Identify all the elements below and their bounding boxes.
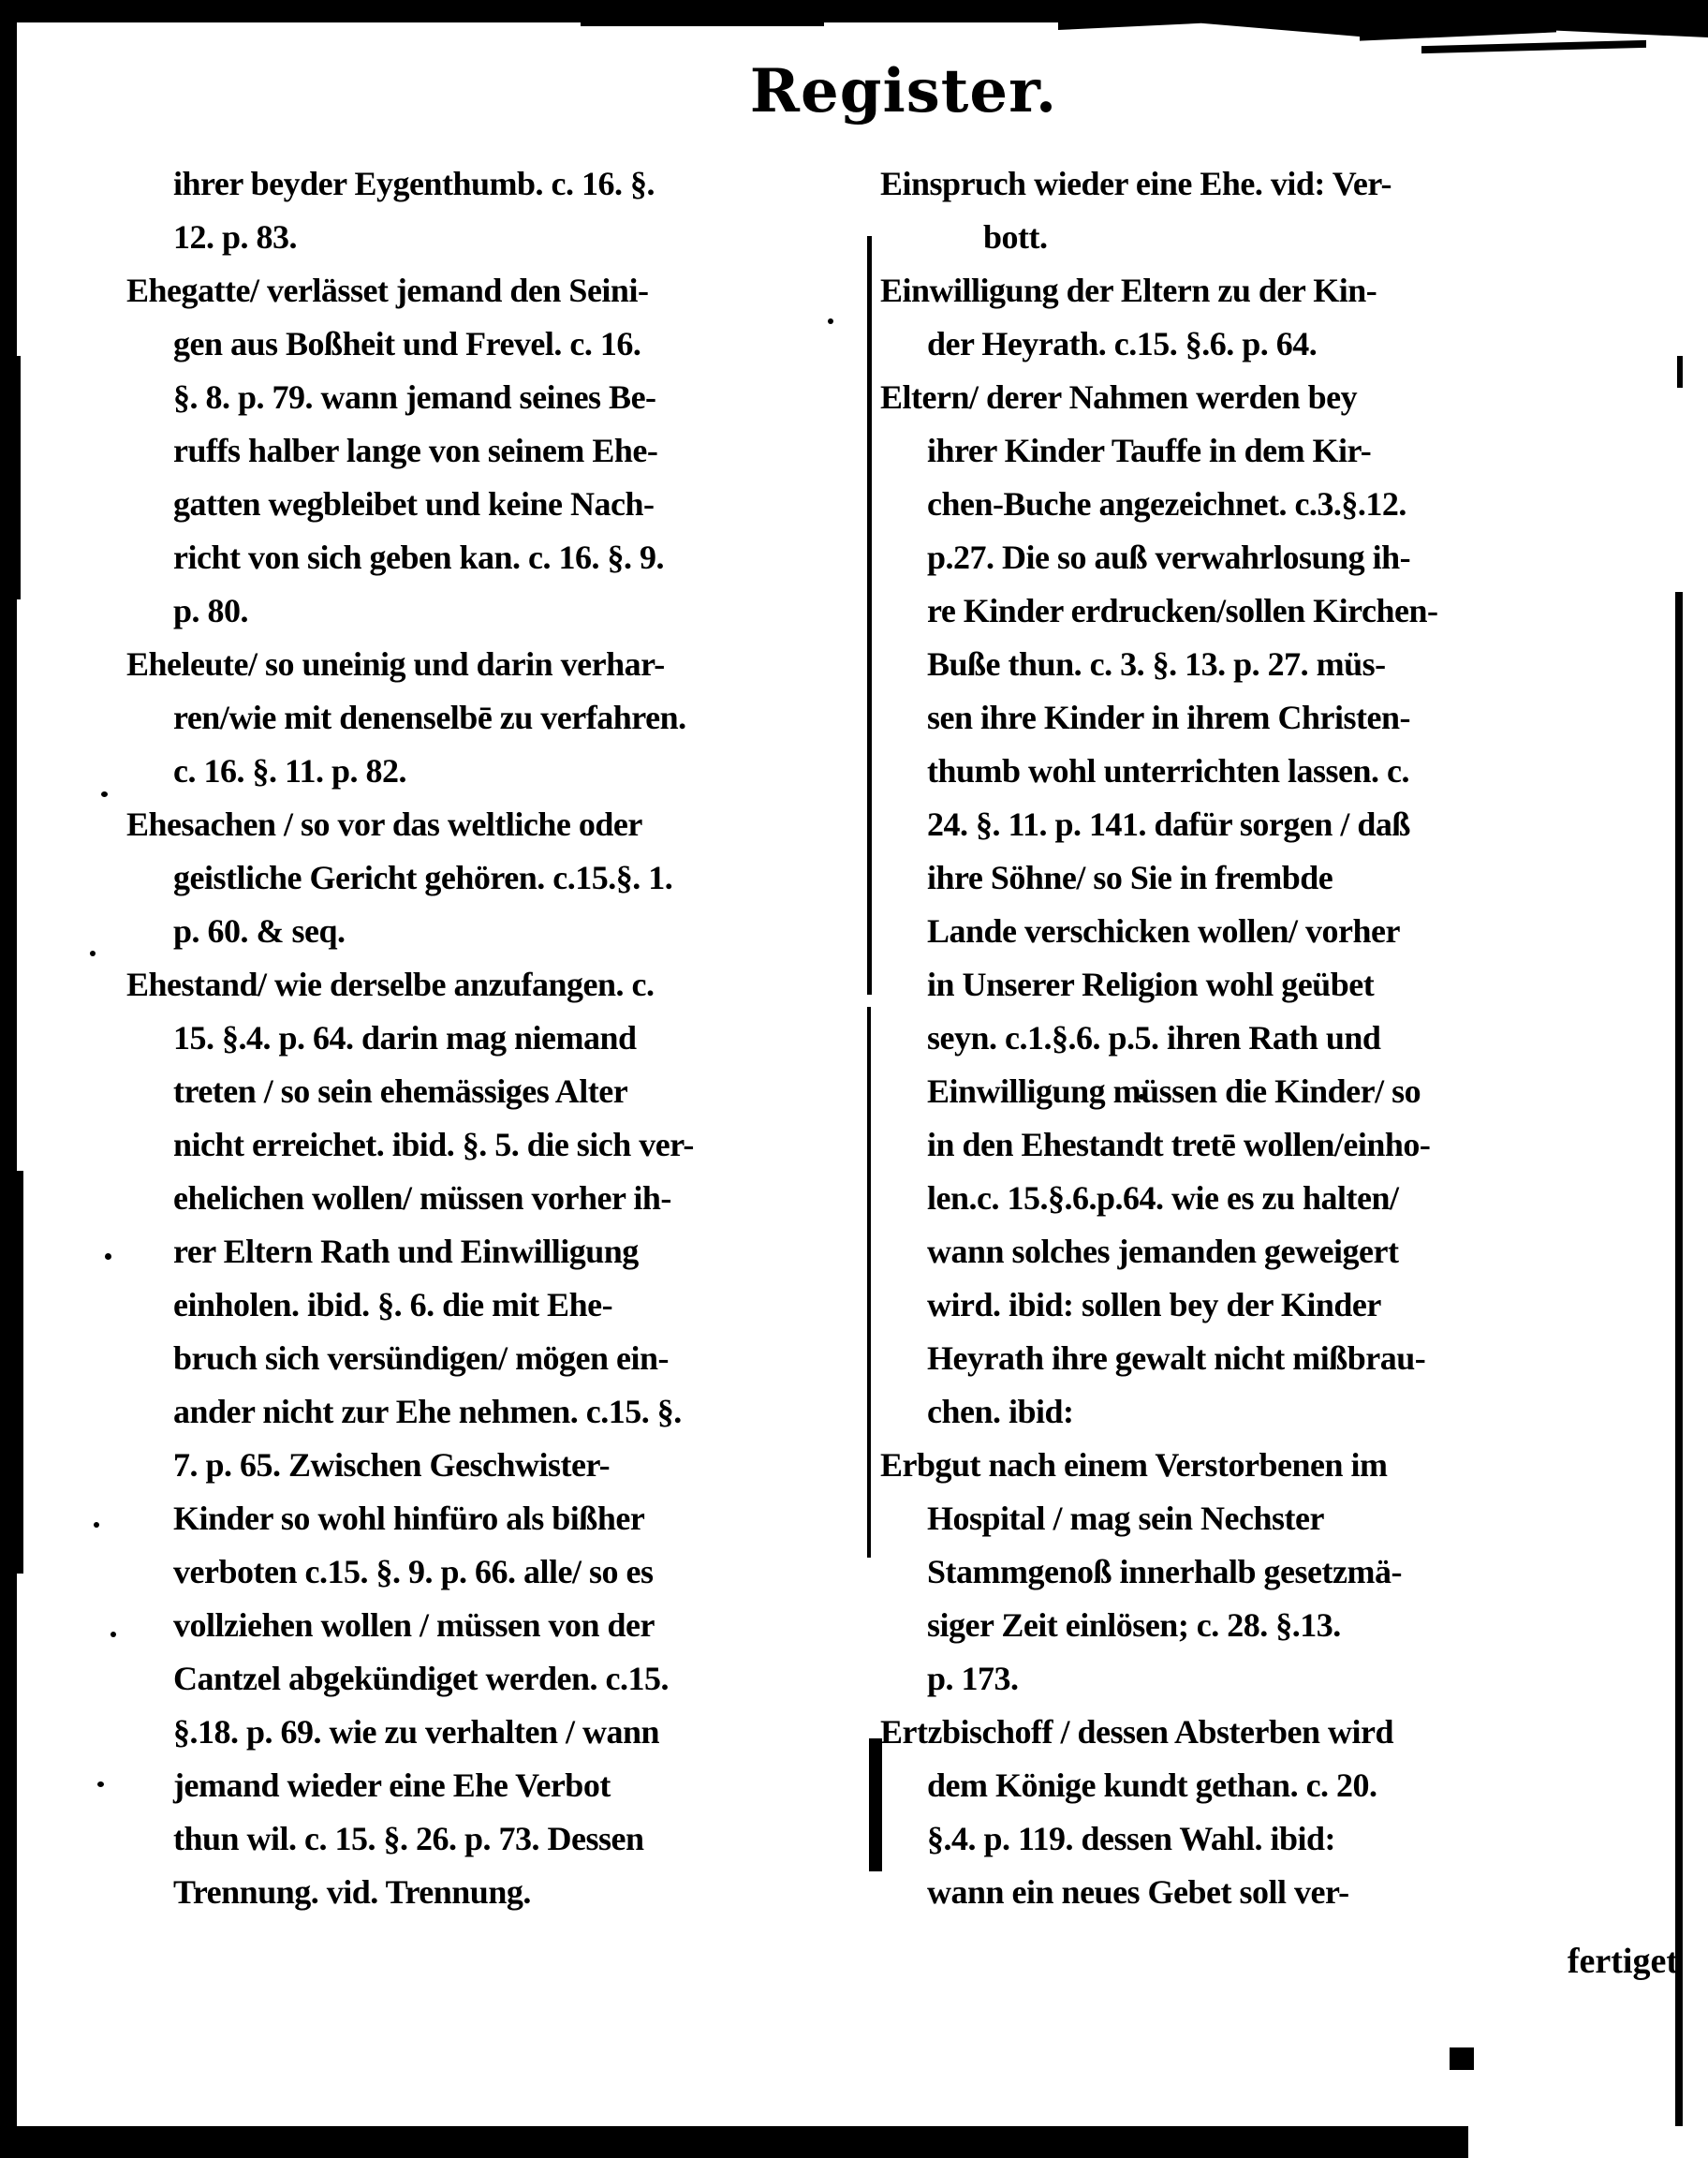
index-entry-line: Lande verschicken wollen/ vorher bbox=[927, 912, 1400, 950]
index-entry-line: gen aus Boßheit und Frevel. c. 16. bbox=[173, 325, 641, 362]
index-entry-line: in den Ehestandt tretē wollen/einho- bbox=[927, 1126, 1431, 1163]
page-title: Register. bbox=[749, 56, 1058, 126]
ink-speck bbox=[90, 951, 96, 956]
scan-edge-left-wide bbox=[0, 1171, 23, 1574]
scan-edge-bottom bbox=[0, 2126, 1468, 2158]
column-divider-rule bbox=[867, 1007, 871, 1558]
index-entry-line: Einspruch wieder eine Ehe. vid: Ver- bbox=[880, 165, 1392, 202]
index-entry-line: vollziehen wollen / müssen von der bbox=[173, 1606, 655, 1644]
index-entry-line: ruffs halber lange von seinem Ehe- bbox=[173, 432, 658, 469]
index-entry-line: dem Könige kundt gethan. c. 20. bbox=[927, 1766, 1377, 1804]
index-entry-line: Eltern/ derer Nahmen werden bey bbox=[880, 378, 1358, 416]
index-entry-line: in Unserer Religion wohl geübet bbox=[927, 966, 1375, 1003]
index-entry-line: Ehesachen / so vor das weltliche oder bbox=[126, 806, 642, 843]
index-entry-line: §.18. p. 69. wie zu verhalten / wann bbox=[173, 1713, 660, 1751]
column-divider-rule bbox=[867, 236, 872, 995]
index-entry-line: thun wil. c. 15. §. 26. p. 73. Dessen bbox=[173, 1820, 644, 1857]
scan-squiggle-mark bbox=[1421, 40, 1646, 53]
index-entry-line: Buße thun. c. 3. §. 13. p. 27. müs- bbox=[927, 645, 1386, 683]
index-entry-line: wann ein neues Gebet soll ver- bbox=[927, 1873, 1349, 1911]
catchword: fertiget bbox=[1567, 1942, 1678, 1981]
index-entry-line: ander nicht zur Ehe nehmen. c.15. §. bbox=[173, 1393, 682, 1430]
index-entry-line: Kinder so wohl hinfüro als bißher bbox=[173, 1500, 645, 1537]
index-entry-line: sen ihre Kinder in ihrem Christen- bbox=[927, 699, 1411, 736]
index-entry-line: p. 173. bbox=[927, 1660, 1019, 1697]
index-entry-line: len.c. 15.§.6.p.64. wie es zu halten/ bbox=[927, 1179, 1399, 1217]
index-entry-line: rer Eltern Rath und Einwilligung bbox=[173, 1233, 639, 1270]
index-entry-line: bott. bbox=[983, 218, 1048, 256]
ink-speck bbox=[110, 1632, 116, 1637]
index-entry-line: treten / so sein ehemässiges Alter bbox=[173, 1072, 628, 1110]
index-entry-line: der Heyrath. c.15. §.6. p. 64. bbox=[927, 325, 1318, 362]
index-entry-line: geistliche Gericht gehören. c.15.§. 1. bbox=[173, 859, 673, 896]
index-entry-line: richt von sich geben kan. c. 16. §. 9. bbox=[173, 539, 665, 576]
index-entry-line: Ertzbischoff / dessen Absterben wird bbox=[880, 1713, 1393, 1751]
ink-speck bbox=[101, 791, 108, 797]
index-entry-line: jemand wieder eine Ehe Verbot bbox=[173, 1766, 611, 1804]
index-entry-line: chen-Buche angezeichnet. c.3.§.12. bbox=[927, 485, 1406, 523]
index-entry-line: ihrer Kinder Tauffe in dem Kir- bbox=[927, 432, 1372, 469]
index-entry-line: thumb wohl unterrichten lassen. c. bbox=[927, 752, 1410, 790]
index-entry-line: §. 8. p. 79. wann jemand seines Be- bbox=[173, 378, 656, 416]
index-entry-line: nicht erreichet. ibid. §. 5. die sich ver- bbox=[173, 1126, 694, 1163]
index-entry-line: wird. ibid: sollen bey der Kinder bbox=[927, 1286, 1381, 1323]
index-entry-line: bruch sich versündigen/ mögen ein- bbox=[173, 1339, 670, 1377]
index-entry-line: p.27. Die so auß verwahrlosung ih- bbox=[927, 539, 1411, 576]
index-entry-line: Heyrath ihre gewalt nicht mißbrau- bbox=[927, 1339, 1426, 1377]
ink-speck bbox=[97, 1781, 104, 1787]
index-entry-line: Einwilligung müssen die Kinder/ so bbox=[927, 1072, 1421, 1110]
index-entry-line: chen. ibid: bbox=[927, 1393, 1074, 1430]
index-entry-line: ihrer beyder Eygenthumb. c. 16. §. bbox=[173, 165, 655, 202]
scan-edge-left-wide bbox=[0, 356, 21, 599]
index-entry-line: c. 16. §. 11. p. 82. bbox=[173, 752, 407, 790]
index-entry-line: p. 80. bbox=[173, 592, 249, 629]
ink-speck bbox=[105, 1253, 111, 1260]
index-entry-line: einholen. ibid. §. 6. die mit Ehe- bbox=[173, 1286, 613, 1323]
index-entry-line: 7. p. 65. Zwischen Geschwister- bbox=[173, 1446, 611, 1484]
index-entry-line: verboten c.15. §. 9. p. 66. alle/ so es bbox=[173, 1553, 654, 1590]
index-entry-line: Einwilligung der Eltern zu der Kin- bbox=[880, 272, 1377, 309]
scan-edge-left bbox=[0, 0, 17, 2158]
index-entry-line: ehelichen wollen/ müssen vorher ih- bbox=[173, 1179, 671, 1217]
index-entry-line: Ehestand/ wie derselbe anzufangen. c. bbox=[126, 966, 655, 1003]
index-entry-line: Ehegatte/ verlässet jemand den Seini- bbox=[126, 272, 649, 309]
index-entry-line: Erbgut nach einem Verstorbenen im bbox=[880, 1446, 1388, 1484]
index-entry-line: Stammgenoß innerhalb gesetzmä- bbox=[927, 1553, 1402, 1590]
index-entry-line: 24. §. 11. p. 141. dafür sorgen / daß bbox=[927, 806, 1410, 843]
index-entry-line: ihre Söhne/ so Sie in frembde bbox=[927, 859, 1333, 896]
index-entry-line: ren/wie mit denenselbē zu verfahren. bbox=[173, 699, 686, 736]
index-column-left bbox=[126, 157, 866, 1919]
index-entry-line: gatten wegbleibet und keine Nach- bbox=[173, 485, 655, 523]
index-entry-line: re Kinder erdrucken/sollen Kirchen- bbox=[927, 592, 1438, 629]
index-entry-line: wann solches jemanden geweigert bbox=[927, 1233, 1399, 1270]
scan-edge-top-ragged bbox=[581, 19, 824, 26]
ink-speck bbox=[94, 1522, 99, 1528]
index-entry-line: Cantzel abgekündiget werden. c.15. bbox=[173, 1660, 669, 1697]
index-entry-line: Hospital / mag sein Nechster bbox=[927, 1500, 1324, 1537]
index-entry-line: siger Zeit einlösen; c. 28. §.13. bbox=[927, 1606, 1341, 1644]
index-entry-line: Trennung. vid. Trennung. bbox=[173, 1873, 531, 1911]
index-entry-line: §.4. p. 119. dessen Wahl. ibid: bbox=[927, 1820, 1335, 1857]
index-entry-line: p. 60. & seq. bbox=[173, 912, 346, 950]
index-entry-line: seyn. c.1.§.6. p.5. ihren Rath und bbox=[927, 1019, 1381, 1057]
index-entry-line: Eheleute/ so uneinig und darin verhar- bbox=[126, 645, 665, 683]
index-entry-line: 15. §.4. p. 64. darin mag niemand bbox=[173, 1019, 637, 1057]
index-column-right bbox=[880, 157, 1680, 1919]
page-heading-row bbox=[126, 56, 1681, 126]
index-entry-line: 12. p. 83. bbox=[173, 218, 298, 256]
scan-bottom-notch bbox=[1450, 2047, 1474, 2070]
